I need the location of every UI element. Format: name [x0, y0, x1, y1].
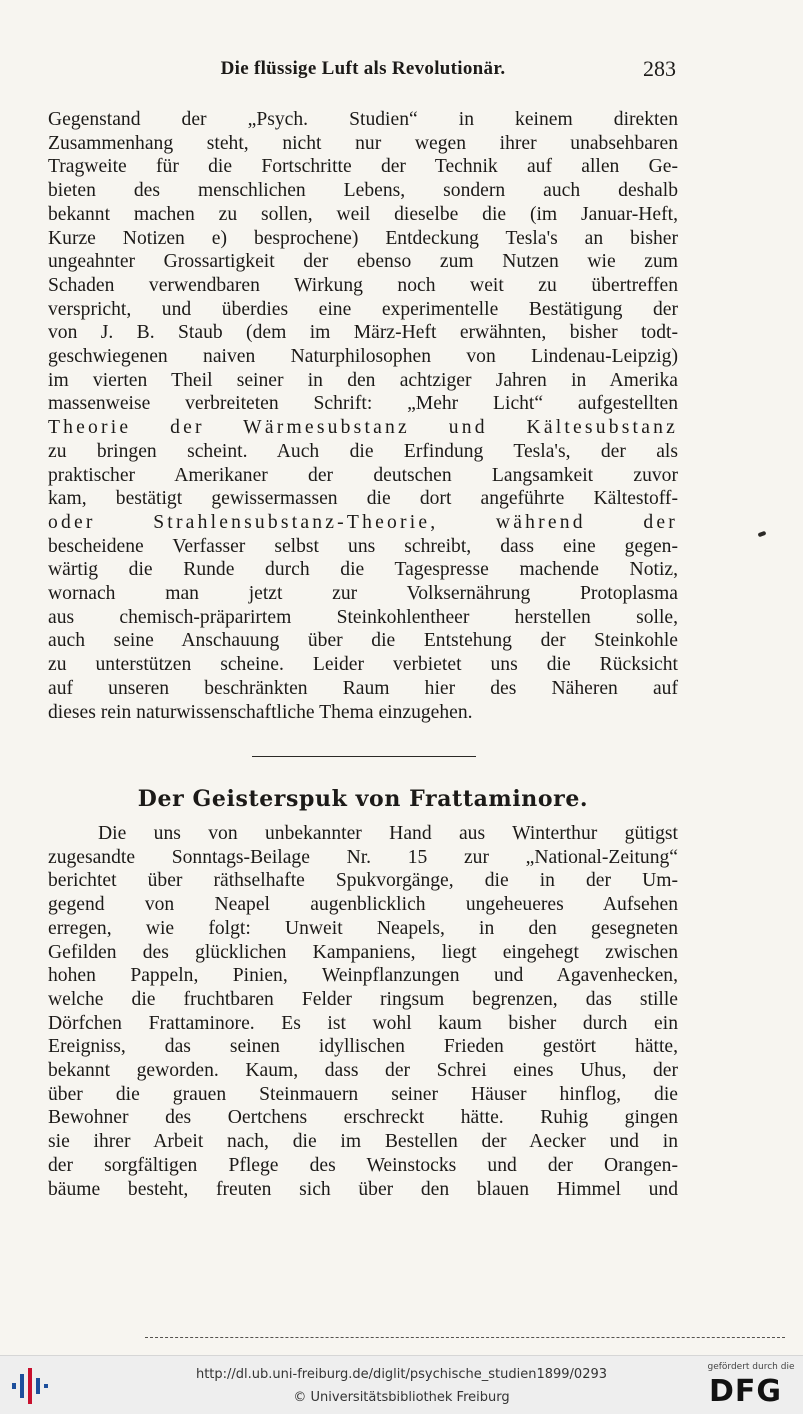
text-line: zu unterstützen scheine. Leider verbietet uns die Rücksicht — [48, 654, 678, 676]
text-line: Schaden verwendbaren Wirkung noch weit zu übertreffen — [48, 274, 678, 296]
text-line: wärtig die Runde durch die Tagespresse machende Notiz, — [48, 559, 678, 581]
article-2-paragraph — [48, 822, 678, 1201]
text-line: über die grauen Steinmauern seiner Häuser hinflog, die — [48, 1083, 678, 1105]
permalink-url[interactable]: http://dl.ub.uni-freiburg.de/diglit/psychische_studien1899/0293 — [195, 1367, 608, 1382]
text-line: Zusammenhang steht, nicht nur wegen ihrer unabsehbaren — [48, 132, 678, 154]
text-line: bekannt machen zu sollen, weil dieselbe die (im Januar-Heft, — [48, 203, 678, 225]
text-line: welche die fruchtbaren Felder ringsum begrenzen, das stille — [48, 988, 678, 1010]
text-line: sie ihrer Arbeit nach, die im Bestellen der Aecker und in — [48, 1131, 678, 1153]
text-line: aus chemisch-präparirtem Steinkohlentheer herstellen solle, — [48, 606, 678, 628]
text-line: der sorgfältigen Pflege des Weinstocks und der Orangen- — [48, 1154, 678, 1176]
text-line: zugesandte Sonntags-Beilage Nr. 15 zur „National-Zeitung“ — [48, 846, 678, 868]
text-line: bekannt geworden. Kaum, dass der Schrei eines Uhus, der — [48, 1060, 678, 1082]
text-line: bäume besteht, freuten sich über den blauen Himmel und — [48, 1178, 678, 1200]
running-title: Die flüssige Luft als Revolutionär. — [220, 58, 506, 79]
text-line: verspricht, und überdies eine experimentelle Bestätigung der — [48, 298, 678, 320]
page-edge-rule — [145, 1337, 785, 1338]
text-line: Theorie der Wärmesubstanz und Kältesubstanz — [48, 417, 678, 439]
text-line: wornach man jetzt zur Volksernährung Protoplasma — [48, 583, 678, 605]
dfg-caption: gefördert durch die — [707, 1362, 795, 1372]
text-line: auch seine Anschauung über die Entstehung der Steinkohle — [48, 630, 678, 652]
text-line: praktischer Amerikaner der deutschen Langsamkeit zuvor — [48, 464, 678, 486]
text-line: Dörfchen Frattaminore. Es ist wohl kaum bisher durch ein — [48, 1012, 678, 1034]
article-2-heading: Der Geisterspuk von Frattaminore. — [137, 786, 589, 812]
article-1-paragraph — [48, 108, 678, 724]
text-line: bescheidene Verfasser selbst uns schreibt, dass eine gegen- — [48, 535, 678, 557]
running-head — [48, 58, 678, 88]
text-line: massenweise verbreiteten Schrift: „Mehr Licht“ aufgestellten — [48, 393, 678, 415]
text-line: gegend von Neapel augenblicklich ungeheueres Aufsehen — [48, 894, 678, 916]
dfg-funding-badge — [703, 1360, 799, 1412]
text-line: geschwiegenen naiven Naturphilosophen von Lindenau-Leipzig) — [48, 346, 678, 368]
text-line: Die uns von unbekannter Hand aus Winterthur gütigst — [98, 823, 678, 844]
section-divider — [252, 756, 476, 757]
text-line: Kurze Notizen e) besprochene) Entdeckung Tesla's an bisher — [48, 227, 678, 249]
text-line: dieses rein naturwissenschaftliche Thema einzugehen. — [48, 701, 473, 723]
text-line: bieten des menschlichen Lebens, sondern auch deshalb — [48, 180, 678, 202]
text-line: Bewohner des Oertchens erschreckt hätte. Ruhig gingen — [48, 1107, 678, 1129]
text-line: Gegenstand der „Psych. Studien“ in keinem direkten — [48, 109, 678, 130]
text-line: kam, bestätigt gewissermassen die dort angeführte Kältestoff- — [48, 488, 678, 510]
text-line: Tragweite für die Fortschritte der Technik auf allen Ge- — [48, 156, 678, 178]
dfg-logo: DFG — [709, 1374, 783, 1409]
text-line: Ereigniss, das seinen idyllischen Frieden gestört hätte, — [48, 1036, 678, 1058]
text-line: von J. B. Staub (dem im März-Heft erwähnten, bisher todt- — [48, 322, 678, 344]
text-line: zu bringen scheint. Auch die Erfindung Tesla's, der als — [48, 440, 678, 462]
text-line: Gefilden des glücklichen Kampaniens, liegt eingehegt zwischen — [48, 941, 678, 963]
text-line: oder Strahlensubstanz-Theorie, während der — [48, 511, 678, 533]
copyright-notice: © Universitätsbibliothek Freiburg — [293, 1390, 510, 1405]
page-number: 283 — [643, 56, 676, 81]
text-line: auf unseren beschränkten Raum hier des Näheren auf — [48, 677, 678, 699]
text-line: berichtet über räthselhafte Spukvorgänge, die in der Um- — [48, 870, 678, 892]
text-line: hohen Pappeln, Pinien, Weinpflanzungen und Agavenhecken, — [48, 965, 678, 987]
margin-ink-mark — [758, 531, 767, 537]
text-line: ungeahnter Grossartigkeit der ebenso zum Nutzen wie zum — [48, 251, 678, 273]
text-line: im vierten Theil seiner in den achtziger Jahren in Amerika — [48, 369, 678, 391]
viewer-footer — [0, 1355, 803, 1414]
text-line: erregen, wie folgt: Unweit Neapels, in den gesegneten — [48, 917, 678, 939]
